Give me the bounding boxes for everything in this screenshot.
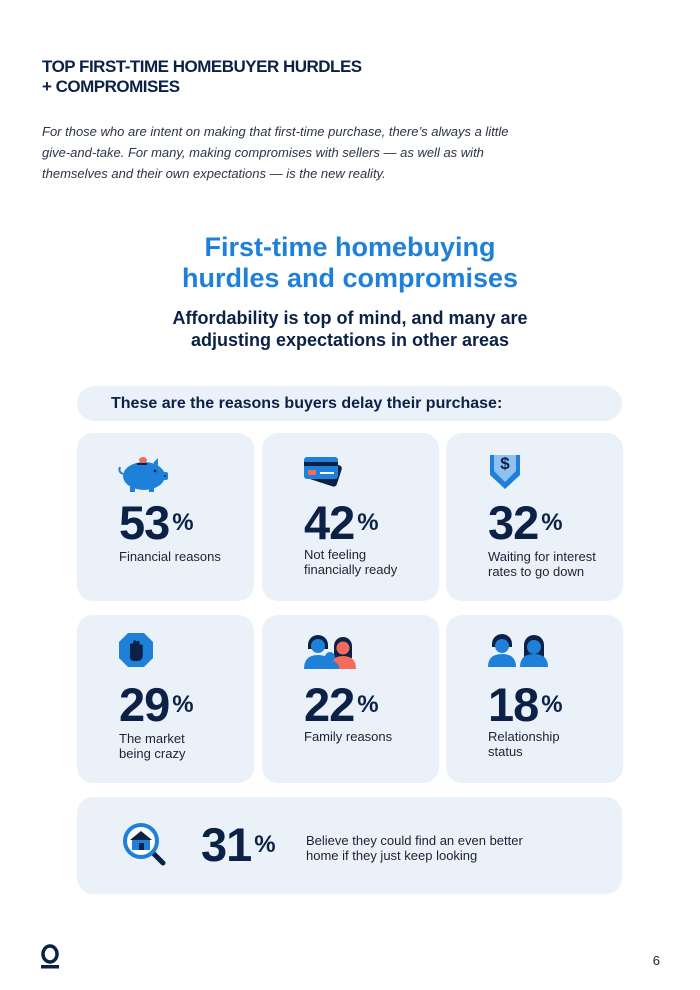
- stat-value: 42: [304, 496, 355, 549]
- stat-percent: [488, 678, 563, 731]
- svg-text:$: $: [500, 454, 510, 473]
- stat-card-financial: [77, 433, 254, 601]
- percent-sign: %: [254, 831, 276, 858]
- stat-percent: [119, 496, 194, 549]
- infographic-title: [0, 232, 700, 294]
- stat-label: Relationship status: [488, 729, 560, 759]
- stat-card-interest-rates: [446, 433, 623, 601]
- stat-label: Waiting for interest rates to go down: [488, 549, 596, 579]
- stat-percent: [304, 496, 379, 549]
- highlight-label: Believe they could find an even better home if they just keep looking: [306, 833, 523, 863]
- family-icon: [302, 631, 358, 676]
- highlight-percent: [201, 818, 276, 871]
- dollar-down-arrow-icon: [486, 451, 524, 496]
- reasons-heading: These are the reasons buyers delay their purchase:: [111, 395, 503, 412]
- stat-card-relationship: [446, 615, 623, 783]
- infographic-title-line-2: hurdles and compromises: [181, 263, 519, 293]
- page-number: 6: [652, 953, 660, 968]
- percent-sign: %: [172, 509, 194, 536]
- highlight-card-keep-looking: [77, 797, 622, 894]
- stat-percent: [304, 678, 379, 731]
- percent-sign: %: [172, 691, 194, 718]
- infographic-subtitle-line-1: Affordability is top of mind, and many are: [172, 308, 528, 328]
- stat-value: 22: [304, 678, 355, 731]
- credit-card-icon: [302, 453, 348, 498]
- intro-paragraph: For those who are intent on making that first-time purchase, there’s always a little give-and-take. For many, making compromises with sellers — as well as with themselves and their own expectations — is the new reality.: [42, 124, 509, 181]
- stat-label: Financial reasons: [119, 549, 221, 564]
- section-heading: TOP FIRST-TIME HOMEBUYER HURDLES + COMPROMISES: [42, 57, 362, 96]
- percent-sign: %: [541, 509, 563, 536]
- reasons-heading-pill: [77, 386, 622, 421]
- stat-value: 29: [119, 678, 170, 731]
- stat-label: The market being crazy: [119, 731, 186, 761]
- stat-value: 18: [488, 678, 539, 731]
- stat-percent: [488, 496, 563, 549]
- stat-percent: [119, 678, 194, 731]
- stat-label: Not feeling financially ready: [304, 547, 398, 577]
- stat-card-not-ready: [262, 433, 439, 601]
- percent-sign: %: [541, 691, 563, 718]
- infographic-subtitle: [0, 307, 700, 351]
- highlight-value: 31: [201, 818, 252, 871]
- percent-sign: %: [357, 509, 379, 536]
- infographic-title-line-1: First-time homebuying: [204, 232, 496, 262]
- stat-value: 53: [119, 496, 170, 549]
- stat-label: Family reasons: [304, 729, 393, 744]
- stop-hand-icon: [117, 631, 155, 674]
- brand-logo: [40, 944, 60, 970]
- percent-sign: %: [357, 691, 379, 718]
- stat-card-family: [262, 615, 439, 783]
- piggy-bank-icon: [117, 454, 171, 499]
- house-search-icon: [122, 822, 168, 871]
- stat-value: 32: [488, 496, 539, 549]
- couple-icon: [486, 631, 550, 674]
- stat-card-market: [77, 615, 254, 783]
- infographic-subtitle-line-2: adjusting expectations in other areas: [190, 330, 510, 350]
